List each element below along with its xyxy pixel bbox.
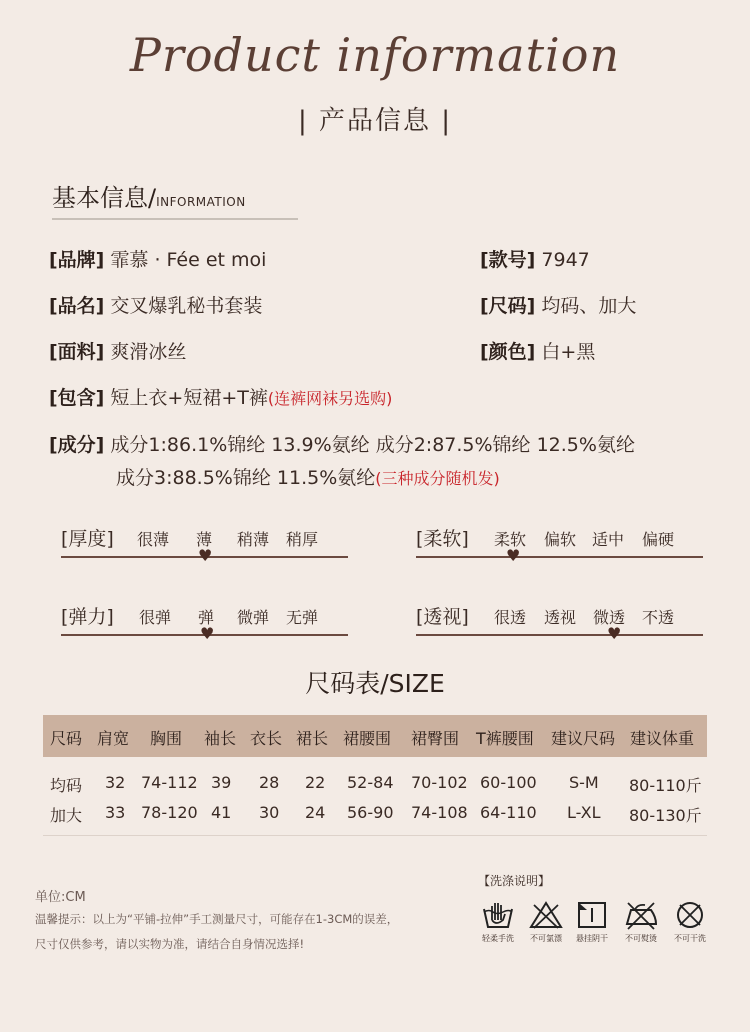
info-label: [成分] xyxy=(49,434,105,456)
table-cell: 41 xyxy=(211,803,232,822)
heart-marker-icon: ♥ xyxy=(506,546,521,565)
table-cell: 52-84 xyxy=(347,773,394,792)
slider-option: 柔软 xyxy=(494,530,527,549)
table-cell: 39 xyxy=(211,773,232,792)
care-label: 轻柔手洗 xyxy=(482,934,514,943)
table-cell: 33 xyxy=(105,803,126,822)
size-table-title: 尺码表/SIZE xyxy=(305,669,445,698)
table-cell: 加大 xyxy=(50,806,83,825)
table-cell: 32 xyxy=(105,773,126,792)
hand-wash-icon xyxy=(481,900,515,930)
table-header-cell: 衣长 xyxy=(250,729,283,748)
info-label: [品名] xyxy=(49,295,105,317)
table-cell: 74-108 xyxy=(411,803,468,822)
slider-label: [透视] xyxy=(416,606,469,628)
table-cell: 均码 xyxy=(50,776,83,795)
care-label: 不可干洗 xyxy=(674,934,706,943)
section-title-en: INFORMATION xyxy=(156,195,246,209)
no-bleach-icon xyxy=(529,900,563,930)
table-cell: 80-130斤 xyxy=(629,806,702,825)
table-cell: 24 xyxy=(305,803,326,822)
table-cell: 28 xyxy=(259,773,280,792)
info-value: 交叉爆乳秘书套装 xyxy=(110,295,263,317)
slider-option: 适中 xyxy=(592,530,625,549)
table-cell: 70-102 xyxy=(411,773,468,792)
wash-instructions-title: 【洗涤说明】 xyxy=(478,874,551,888)
tip-line: 尺寸仅供参考，请以实物为准，请结合自身情况选择! xyxy=(35,937,305,951)
table-cell: 60-100 xyxy=(480,773,537,792)
info-label: [款号] xyxy=(480,249,536,271)
info-label: [尺码] xyxy=(480,295,536,317)
care-label: 不可熨烫 xyxy=(625,934,657,943)
care-label: 悬挂阴干 xyxy=(576,934,608,943)
slider-transparency xyxy=(416,602,703,672)
info-fabric xyxy=(49,337,186,364)
info-value: 成分1:86.1%锦纶 13.9%氨纶 成分2:87.5%锦纶 12.5%氨纶 xyxy=(110,434,635,456)
slider-option: 稍薄 xyxy=(237,530,270,549)
info-name xyxy=(49,291,262,318)
info-value: 爽滑冰丝 xyxy=(110,341,187,363)
table-cell: 56-90 xyxy=(347,803,394,822)
slider-option: 不透 xyxy=(642,608,675,627)
slider-option: 弹 xyxy=(198,608,215,627)
info-includes xyxy=(49,383,392,410)
slider-label: [厚度] xyxy=(61,528,114,550)
slider-label: [弹力] xyxy=(61,606,114,628)
slider-track xyxy=(416,556,703,558)
table-header-cell: 建议体重 xyxy=(630,729,695,748)
care-item-no-bleach xyxy=(521,900,571,944)
info-label: [品牌] xyxy=(49,249,105,271)
info-label: [颜色] xyxy=(480,341,536,363)
info-value: 霏慕 · Fée et moi xyxy=(110,249,267,271)
info-value: 均码、加大 xyxy=(541,295,637,317)
slider-option: 微透 xyxy=(593,608,626,627)
info-note: (三种成分随机发) xyxy=(375,469,500,488)
table-header-cell: 肩宽 xyxy=(97,729,130,748)
info-color xyxy=(480,337,595,364)
table-row xyxy=(43,803,707,825)
table-header-cell: T裤腰围 xyxy=(476,729,534,748)
info-size xyxy=(480,291,636,318)
heart-marker-icon: ♥ xyxy=(200,624,215,643)
slider-option: 透视 xyxy=(544,608,577,627)
info-label: [面料] xyxy=(49,341,105,363)
slider-elasticity xyxy=(61,602,348,672)
table-divider xyxy=(43,835,707,836)
table-header-cell: 尺码 xyxy=(50,729,83,748)
slider-track xyxy=(416,634,703,636)
table-cell: S-M xyxy=(569,773,599,792)
care-item-hang-dry xyxy=(567,900,617,944)
section-heading xyxy=(52,178,246,213)
slider-option: 稍厚 xyxy=(286,530,319,549)
table-header-cell: 裙长 xyxy=(296,729,329,748)
slider-option: 很透 xyxy=(494,608,527,627)
heart-marker-icon: ♥ xyxy=(198,546,213,565)
info-composition-line2 xyxy=(116,463,500,490)
table-cell: 74-112 xyxy=(141,773,198,792)
slider-softness xyxy=(416,524,703,594)
table-cell: 78-120 xyxy=(141,803,198,822)
table-header-cell: 建议尺码 xyxy=(551,729,616,748)
care-item-hand-wash xyxy=(473,900,523,944)
table-header-cell: 裙腰围 xyxy=(343,729,392,748)
info-label: [包含] xyxy=(49,387,105,409)
table-header-cell: 袖长 xyxy=(204,729,237,748)
info-brand xyxy=(49,245,266,272)
slider-option: 无弹 xyxy=(286,608,319,627)
heart-marker-icon: ♥ xyxy=(607,624,622,643)
slider-option: 很薄 xyxy=(137,530,170,549)
table-cell: 80-110斤 xyxy=(629,776,702,795)
info-value: 短上衣+短裙+T裤 xyxy=(110,387,268,409)
section-title-cn: 基本信息/ xyxy=(52,184,157,212)
slider-label: [柔软] xyxy=(416,528,469,550)
no-iron-icon xyxy=(623,900,659,930)
info-style-no xyxy=(480,245,590,272)
table-header-cell: 裙臀围 xyxy=(411,729,460,748)
size-table-header xyxy=(43,715,707,757)
hang-dry-icon xyxy=(575,900,609,930)
table-row xyxy=(43,773,707,795)
tip-line: 温馨提示：以上为“平铺-拉伸”手工测量尺寸，可能存在1-3CM的误差， xyxy=(35,912,399,926)
info-note: (连裤网袜另选购) xyxy=(267,389,393,408)
table-cell: 30 xyxy=(259,803,280,822)
care-item-no-dry-clean xyxy=(665,900,715,944)
unit-label: 单位:CM xyxy=(35,890,86,905)
section-divider xyxy=(52,218,298,220)
script-title: Product information xyxy=(129,28,621,82)
table-cell: L-XL xyxy=(567,803,601,822)
slider-thickness xyxy=(61,524,348,594)
slider-option: 薄 xyxy=(196,530,213,549)
slider-option: 很弹 xyxy=(139,608,172,627)
table-cell: 64-110 xyxy=(480,803,537,822)
table-cell: 22 xyxy=(305,773,326,792)
slider-option: 偏软 xyxy=(544,530,577,549)
no-dry-clean-icon xyxy=(673,900,707,930)
page-title: | 产品信息 | xyxy=(297,106,453,136)
info-value: 7947 xyxy=(541,249,590,271)
table-header-cell: 胸围 xyxy=(150,729,183,748)
care-label: 不可氯漂 xyxy=(530,934,562,943)
info-value: 白+黑 xyxy=(541,341,596,363)
slider-option: 微弹 xyxy=(237,608,270,627)
care-item-no-iron xyxy=(616,900,666,944)
info-value: 成分3:88.5%锦纶 11.5%氨纶 xyxy=(116,467,376,489)
info-composition xyxy=(49,430,635,457)
slider-option: 偏硬 xyxy=(642,530,675,549)
